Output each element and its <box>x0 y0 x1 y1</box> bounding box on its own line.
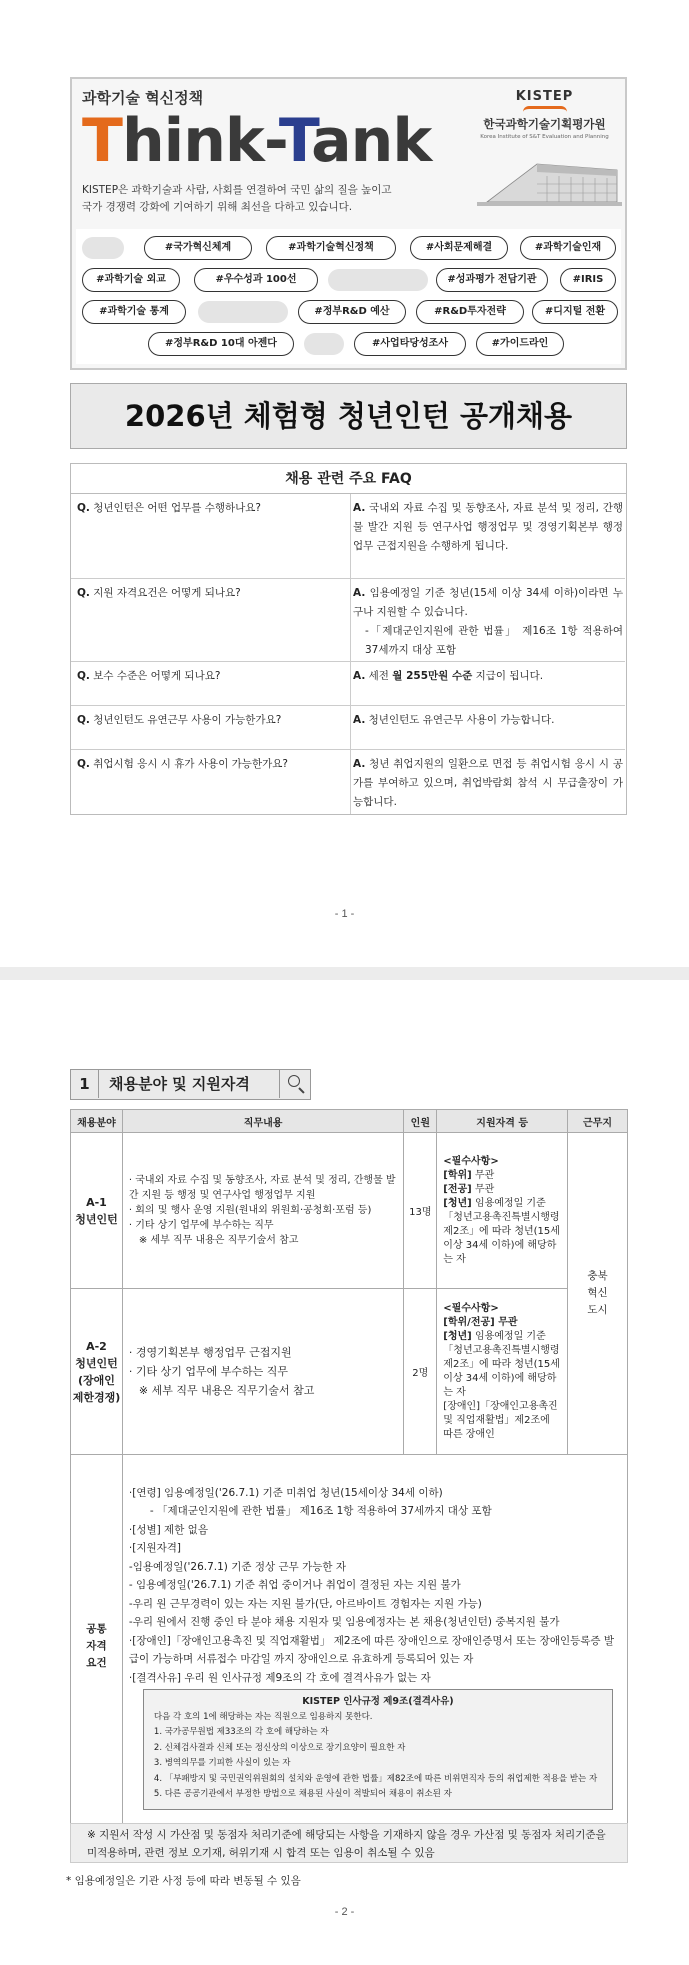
req-value: 임용예정일 기준「청년고용촉진특별시행령 제2조」에 따라 청년(15세 이상 34세 이하)에 해당하는 자 <box>443 1197 560 1265</box>
work-location <box>568 1133 628 1455</box>
faq-question <box>77 711 357 730</box>
question-text: 청년인턴도 유연근무 사용이 가능한가요? <box>93 714 282 726</box>
req-item: [학위/전공] 무관 <box>443 1316 518 1328</box>
location-line: 충북 <box>587 1270 608 1282</box>
section-number: 1 <box>71 1070 99 1098</box>
faq-question <box>77 667 357 686</box>
answer-text: 임용예정일 기준 청년(15세 이상 34세 이하)이라면 누구나 지원할 수 있습니다. <box>353 587 623 618</box>
logo-arc-icon <box>523 106 567 112</box>
hashtag[interactable]: #IRIS <box>560 268 616 292</box>
faq-question <box>77 584 357 603</box>
common-item: ·[장애인]「장애인고용촉진 및 직업재활법」 제2조에 따른 장애인으로 장애인증명서 또는 장애인등록증 발급이 가능하며 서류접수 마감일 까지 장애인으로 유효하게 등록되어 있는 자 <box>128 1634 615 1665</box>
qualification-a1 <box>437 1133 568 1289</box>
duty-item: · 경영기획본부 행정업무 근접지원 <box>128 1346 292 1359</box>
common-item: ·[연령] 임용예정일('26.7.1) 기준 미취업 청년(15세이상 34세 이하) <box>128 1486 443 1499</box>
q-prefix: Q. <box>77 587 90 599</box>
a-prefix: A. <box>353 587 366 599</box>
regulation-item: 3. 병역의무를 기피한 사실이 있는 자 <box>153 1758 291 1768</box>
header-duty: 직무내용 <box>122 1110 403 1133</box>
qualification-a2 <box>437 1289 568 1455</box>
req-label: [전공] <box>443 1183 472 1195</box>
count-a1: 13명 <box>404 1133 437 1289</box>
answer-text: 청년인턴도 유연근무 사용이 가능합니다. <box>368 714 555 726</box>
common-item: -우리 원에서 진행 중인 타 분야 채용 지원자 및 임용예정자는 본 채용(청년인턴) 중복지원 불가 <box>128 1616 560 1628</box>
banner-title <box>82 107 431 175</box>
banner-subtitle: 과학기술 혁신정책 <box>82 89 204 107</box>
duty-item: · 회의 및 행사 운영 지원(원내외 위원회·공청회·포럼 등) <box>128 1205 372 1216</box>
common-item: - 「제대군인지원에 관한 법률」 제16조 1항 적용하여 37세까지 대상 포함 <box>128 1505 492 1517</box>
common-label-line: 공통 <box>86 1623 107 1635</box>
regulation-item: 2. 신체검사결과 신체 또는 정신상의 이상으로 장기요양이 필요한 자 <box>153 1742 406 1753</box>
faq-row <box>71 579 625 662</box>
banner-description <box>82 182 452 216</box>
answer-text-end: 지급이 됩니다. <box>472 670 544 682</box>
field-a1 <box>71 1133 123 1289</box>
table-header-row <box>71 1110 628 1133</box>
faq-answer <box>353 711 623 730</box>
notice-box: ※ 지원서 작성 시 가산점 및 동점자 처리기준에 해당되는 사항을 기재하지 않을 경우 가산점 및 동점자 처리기준을 미적용하며, 관련 정보 오기재, 허위기재 시 합격 또는 임용이 취소될 수 있음 <box>70 1823 628 1863</box>
hashtag[interactable]: #디지털 전환 <box>532 300 618 324</box>
faq-row <box>71 662 625 706</box>
question-text: 취업시험 응시 시 휴가 사용이 가능한가요? <box>93 758 288 770</box>
salary-amount: 월 255만원 수준 <box>392 670 473 682</box>
regulation-intro: 다음 각 호의 1에 해당하는 자는 직원으로 임용하지 못한다. <box>153 1711 373 1722</box>
regulation-box <box>143 1689 613 1810</box>
a-prefix: A. <box>353 714 366 726</box>
count-a2: 2명 <box>404 1289 437 1455</box>
req-title: <필수사항> <box>443 1155 499 1167</box>
blurred-tag <box>304 333 344 355</box>
hashtag[interactable]: #우수성과 100선 <box>194 268 318 292</box>
page-number: - 1 - <box>334 908 355 920</box>
header-count: 인원 <box>404 1110 437 1133</box>
q-prefix: Q. <box>77 502 90 514</box>
regulation-title: KISTEP 인사규정 제9조(결격사유) <box>302 1696 454 1707</box>
a-prefix: A. <box>353 502 366 514</box>
question-text: 지원 자격요건은 어떻게 되나요? <box>93 587 241 599</box>
blurred-tag <box>82 237 124 259</box>
banner-desc-line-1: KISTEP은 과학기술과 사람, 사회를 연결하여 국민 삶의 질을 높이고 <box>82 184 392 196</box>
location-line: 혁신 <box>587 1287 608 1299</box>
common-requirements <box>122 1455 627 1839</box>
regulation-item: 4. 「부패방지 및 국민권익위원회의 설치와 운영에 관한 법률」제82조에 따른 비위면직자 등의 취업제한 적용을 받는 자 <box>153 1773 598 1784</box>
answer-text: 국내외 자료 수집 및 동향조사, 자료 분석 및 정리, 간행물 발간 지원 등 연구사업 행정업무 및 경영기획본부 행정업무 근접지원을 수행하게 됩니다. <box>353 502 624 552</box>
faq-answer <box>353 667 623 686</box>
question-text: 보수 수준은 어떻게 되나요? <box>93 670 221 682</box>
field-label: (장애인 <box>78 1373 115 1387</box>
common-item: ·[성별] 제한 없음 <box>128 1523 208 1536</box>
regulation-item: 5. 다른 공공기관에서 부정한 방법으로 채용된 사실이 적발되어 채용이 취소된 자 <box>153 1789 452 1799</box>
common-item: ·[지원자격] <box>128 1542 182 1554</box>
field-label: 청년인턴 <box>75 1356 118 1370</box>
answer-text: 세전 <box>368 670 393 682</box>
common-item: - 임용예정일('26.7.1) 기준 취업 중이거나 취업이 결정된 자는 지원 불가 <box>128 1579 461 1591</box>
section-title: 채용분야 및 지원자격 <box>109 1075 250 1093</box>
question-text: 청년인턴은 어떤 업무를 수행하나요? <box>93 502 261 514</box>
faq-box <box>70 463 627 815</box>
hashtag[interactable]: #과학기술혁신정책 <box>266 236 396 260</box>
logo-english-name: Korea Institute of S&T Evaluation and Planning <box>480 134 609 140</box>
faq-answer <box>353 755 623 812</box>
duty-a1 <box>122 1133 403 1289</box>
field-label: 제한경쟁) <box>72 1390 121 1404</box>
common-item: -임용예정일('26.7.1) 기준 정상 근무 가능한 자 <box>128 1560 347 1573</box>
req-label: [청년] <box>443 1197 472 1209</box>
hashtag[interactable]: #R&D투자전략 <box>416 300 524 324</box>
table-row-common <box>71 1455 628 1839</box>
hashtag[interactable]: #사업타당성조사 <box>354 332 466 356</box>
footnote: * 임용예정일은 기관 사정 등에 따라 변동될 수 있음 <box>66 1875 301 1887</box>
answer-text: 청년 취업지원의 일환으로 면접 등 취업시험 응시 시 공가를 부여하고 있으며, 취업박람회 참석 시 무급출장이 가능합니다. <box>353 758 623 808</box>
duty-note: ※ 세부 직무 내용은 직무기술서 참고 <box>138 1235 299 1246</box>
faq-row <box>71 750 625 814</box>
req-label: [학위] <box>443 1169 472 1181</box>
faq-row <box>71 494 625 579</box>
kistep-logo <box>467 89 622 229</box>
header-field: 채용분야 <box>71 1110 123 1133</box>
hashtag[interactable]: #사회문제해결 <box>410 236 508 260</box>
logo-word: KISTEP <box>515 89 574 104</box>
duty-note: ※ 세부 직무 내용은 직무기술서 참고 <box>138 1384 315 1397</box>
field-a2 <box>71 1289 123 1455</box>
hashtag[interactable]: #성과평가 전담기관 <box>436 268 548 292</box>
hashtag[interactable]: #정부R&D 10대 아젠다 <box>148 332 294 356</box>
building-illustration-icon <box>467 142 622 210</box>
a-prefix: A. <box>353 758 366 770</box>
answer-note: -「제대군인지원에 관한 법률」 제16조 1항 적용하여 37세까지 대상 포함 <box>365 625 623 656</box>
banner-title-ank: ank <box>311 106 432 176</box>
faq-question <box>77 755 357 774</box>
blurred-tag <box>198 301 288 323</box>
hashtag[interactable]: #국가혁신체계 <box>144 236 252 260</box>
think-tank-banner <box>70 77 627 370</box>
header-location: 근무지 <box>568 1110 628 1133</box>
page-1 <box>0 0 689 967</box>
page-number: - 2 - <box>334 1906 355 1918</box>
regulation-item: 1. 국가공무원법 제33조의 각 호에 해당하는 자 <box>153 1727 329 1737</box>
blurred-tag <box>328 269 428 291</box>
hashtag-cloud <box>76 229 621 364</box>
magnifier-icon <box>279 1070 309 1098</box>
banner-title-t2: T <box>278 106 312 176</box>
common-label-line: 요건 <box>86 1657 107 1669</box>
banner-title-hink: hink- <box>121 106 279 176</box>
recruitment-table <box>70 1109 628 1839</box>
hashtag[interactable]: #가이드라인 <box>476 332 564 356</box>
field-code: A-2 <box>86 1339 107 1353</box>
req-title: <필수사항> <box>443 1302 499 1314</box>
field-code: A-1 <box>86 1195 107 1209</box>
common-label-line: 자격 <box>86 1640 107 1652</box>
faq-title: 채용 관련 주요 FAQ <box>71 464 626 494</box>
faq-question <box>77 499 357 518</box>
common-item: -우리 원 근무경력이 있는 자는 지원 불가(단, 아르바이트 경험자는 지원 가능) <box>128 1597 482 1610</box>
req-label: [청년] <box>443 1330 472 1342</box>
hero-title: 2026년 체험형 청년인턴 공개채용 <box>70 383 627 449</box>
table-row-a1 <box>71 1133 628 1289</box>
req-value: 무관 <box>471 1169 495 1181</box>
req-value: 임용예정일 기준「청년고용촉진특별시행령 제2조」에 따라 청년(15세이상 34세 이하)에 해당하는 자 <box>443 1330 560 1398</box>
common-label <box>71 1455 123 1839</box>
logo-korean-name: 한국과학기술기획평가원 <box>483 117 606 131</box>
section-header <box>70 1069 311 1100</box>
location-line: 도시 <box>587 1304 608 1316</box>
q-prefix: Q. <box>77 670 90 682</box>
q-prefix: Q. <box>77 758 90 770</box>
faq-row <box>71 706 625 750</box>
hashtag[interactable]: #과학기술 통계 <box>82 300 186 324</box>
duty-item: · 기타 상기 업무에 부수하는 직무 <box>128 1365 289 1378</box>
duty-item: · 국내외 자료 수집 및 동향조사, 자료 분석 및 정리, 간행물 발간 지원 등 행정 및 연구사업 행정업무 지원 <box>128 1175 396 1201</box>
req-item: [장애인]「장애인고용촉진 및 직업재활법」제2조에 따른 장애인 <box>443 1400 558 1440</box>
req-value: 무관 <box>471 1183 495 1195</box>
hashtag[interactable]: #과학기술인재 <box>520 236 616 260</box>
hashtag[interactable]: #과학기술 외교 <box>82 268 180 292</box>
hashtag[interactable]: #정부R&D 예산 <box>298 300 406 324</box>
banner-title-t1: T <box>82 106 122 176</box>
faq-answer <box>353 584 623 660</box>
duty-item: · 기타 상기 업무에 부수하는 직무 <box>128 1220 274 1231</box>
field-label: 청년인턴 <box>75 1212 118 1226</box>
header-qualification: 지원자격 등 <box>437 1110 568 1133</box>
q-prefix: Q. <box>77 714 90 726</box>
common-item: ·[결격사유] 우리 원 인사규정 제9조의 각 호에 결격사유가 없는 자 <box>128 1671 431 1684</box>
table-row-a2 <box>71 1289 628 1455</box>
faq-answer <box>353 499 623 556</box>
a-prefix: A. <box>353 670 366 682</box>
banner-desc-line-2: 국가 경쟁력 강화에 기여하기 위해 최선을 다하고 있습니다. <box>82 201 353 213</box>
duty-a2 <box>122 1289 403 1455</box>
